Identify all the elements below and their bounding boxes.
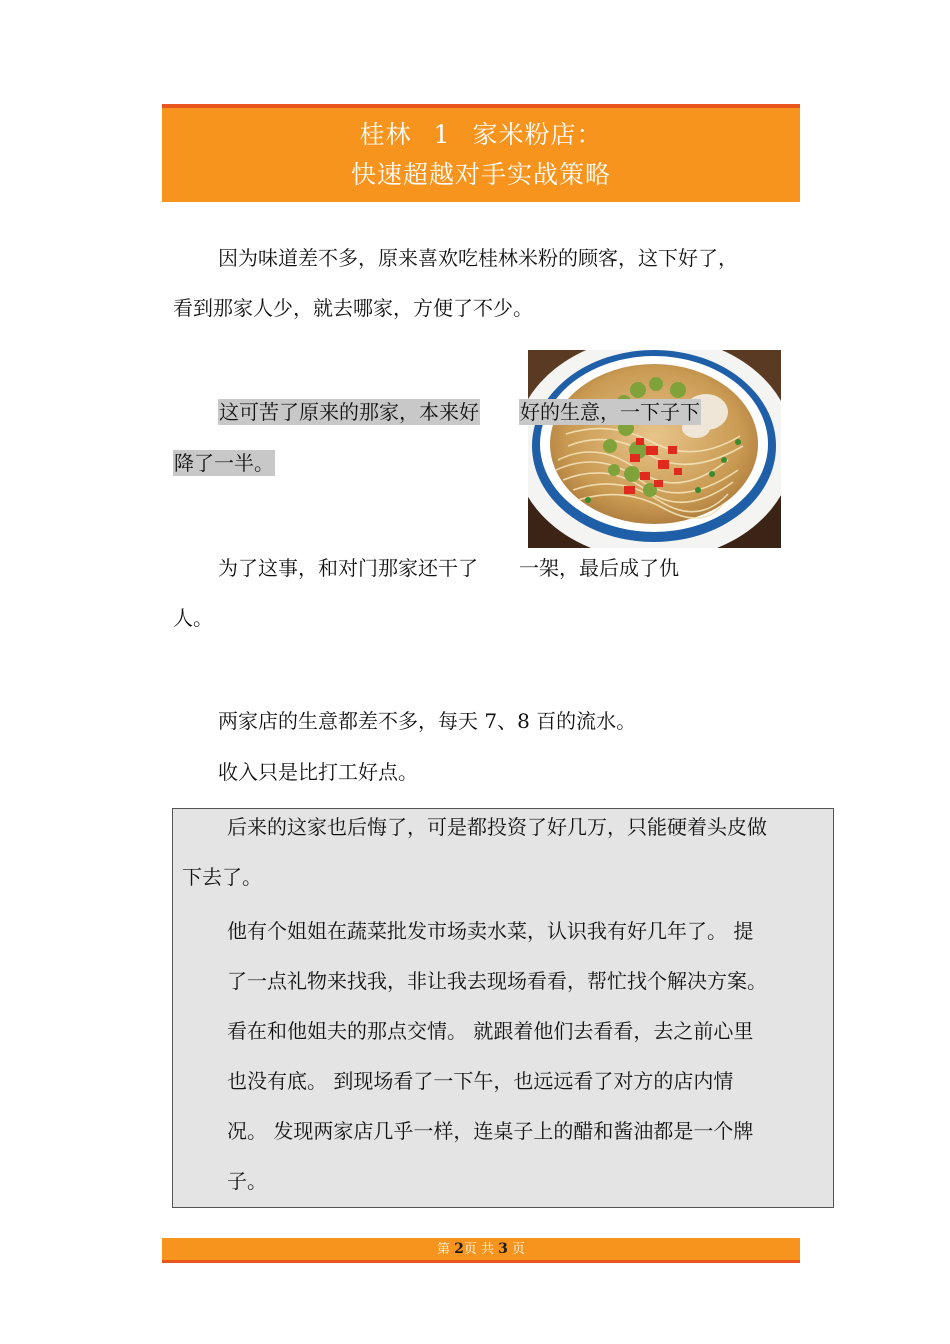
page-middle: 页 共 bbox=[463, 1242, 494, 1257]
title-part1: 桂林 bbox=[359, 120, 412, 149]
title-part2: 家米粉店： bbox=[472, 120, 603, 149]
page-current: 2 bbox=[454, 1241, 464, 1257]
quote-line-7: 况。 发现两家店几乎一样，连桌子上的醋和酱油都是一个牌 bbox=[227, 1119, 754, 1143]
paragraph-4: 两家店的生意都差不多，每天 7、8 百的流水。 bbox=[218, 709, 637, 733]
paragraph-3-line-1a: 为了这事，和对门那家还干了 bbox=[218, 556, 478, 580]
quote-line-2: 下去了。 bbox=[182, 865, 262, 889]
paragraph-1-line-1: 因为味道差不多，原来喜欢吃桂林米粉的顾客，这下好了， bbox=[218, 246, 738, 270]
page-suffix: 页 bbox=[512, 1242, 526, 1257]
quote-line-6: 也没有底。 到现场看了一下午，也远远看了对方的店内情 bbox=[227, 1069, 734, 1093]
page-total: 3 bbox=[498, 1241, 508, 1257]
paragraph-3-line-2: 人。 bbox=[173, 606, 213, 630]
highlighted-text-3: 降了一半。 bbox=[174, 451, 274, 475]
paragraph-1-line-2: 看到那家人少，就去哪家，方便了不少。 bbox=[173, 296, 533, 320]
paragraph-2-line-2 bbox=[173, 451, 275, 475]
document-title bbox=[162, 120, 800, 150]
paragraph-3-line-1b: 一架，最后成了仇 bbox=[519, 556, 679, 580]
quote-line-3: 他有个姐姐在蔬菜批发市场卖水菜，认识我有好几年了。 提 bbox=[227, 919, 754, 943]
document-subtitle: 快速超越对手实战策略 bbox=[350, 160, 611, 189]
highlighted-text-1: 这可苦了原来的那家，本来好 bbox=[219, 400, 479, 424]
quote-line-4: 了一点礼物来找我，非让我去现场看看，帮忙找个解决方案。 bbox=[227, 969, 767, 993]
highlighted-text-2: 好的生意，一下子下 bbox=[520, 400, 700, 424]
paragraph-2-line-1a bbox=[218, 400, 480, 424]
quote-box bbox=[172, 808, 834, 1208]
page-footer bbox=[162, 1238, 800, 1263]
noodle-bowl-photo bbox=[528, 350, 781, 548]
quote-line-8: 子。 bbox=[227, 1169, 267, 1193]
page-prefix: 第 bbox=[436, 1242, 450, 1257]
quote-line-5: 看在和他姐夫的那点交情。 就跟着他们去看看，去之前心里 bbox=[227, 1019, 754, 1043]
title-number: 1 bbox=[433, 120, 451, 149]
paragraph-5: 收入只是比打工好点。 bbox=[218, 760, 418, 784]
header-banner bbox=[162, 104, 800, 202]
quote-line-1: 后来的这家也后悔了，可是都投资了好几万，只能硬着头皮做 bbox=[227, 815, 767, 839]
paragraph-2-line-1b bbox=[519, 400, 701, 424]
